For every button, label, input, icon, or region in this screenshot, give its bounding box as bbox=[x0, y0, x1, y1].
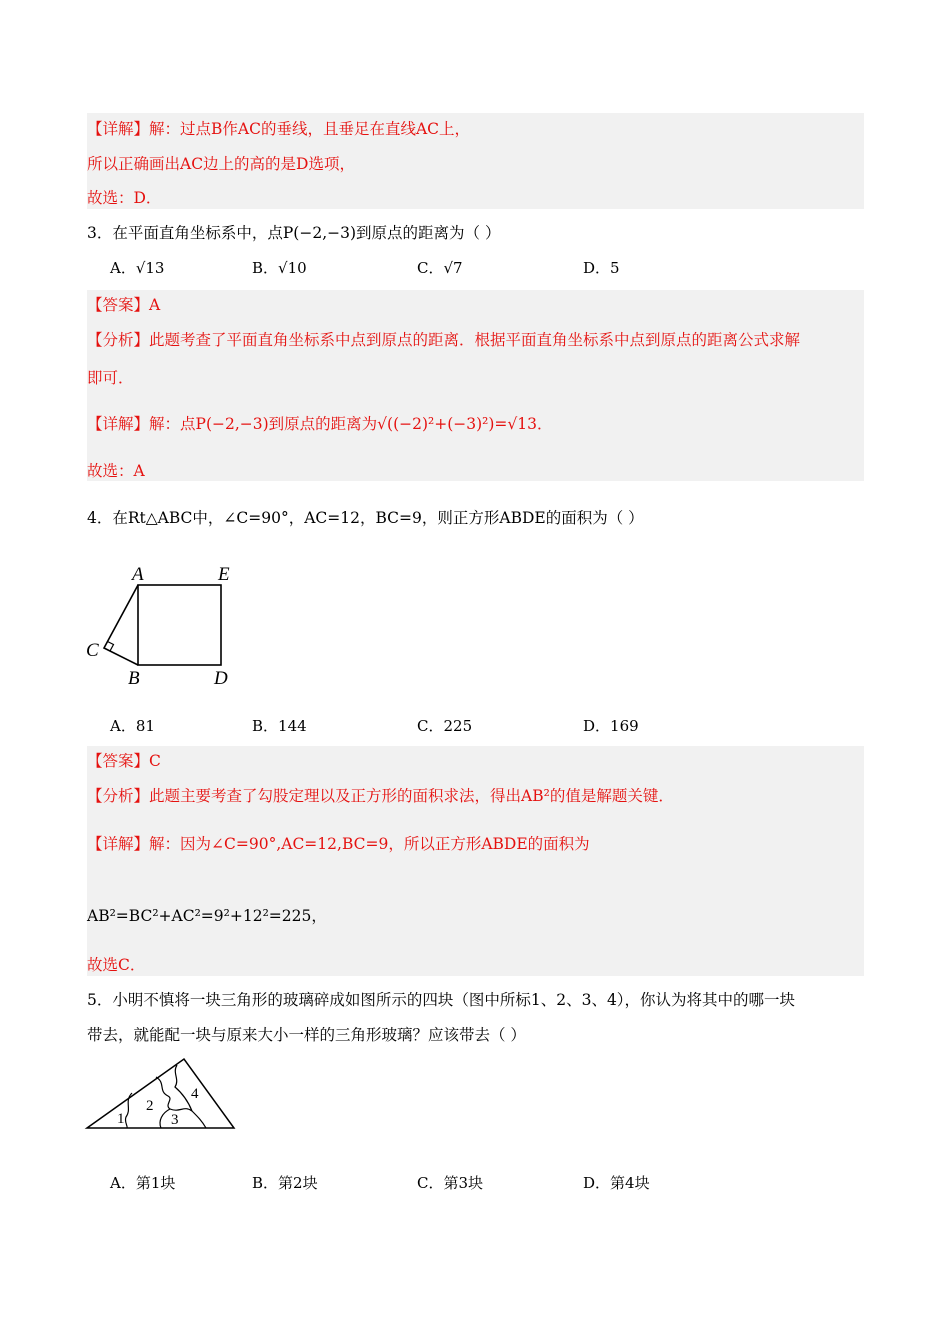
glass-triangle bbox=[87, 1059, 234, 1128]
q4-figure-square-triangle bbox=[80, 558, 260, 693]
label-b: B bbox=[128, 668, 140, 689]
crack-2 bbox=[156, 1077, 170, 1128]
q2-detail-line-3: 故选：D． bbox=[87, 189, 162, 207]
q5-figure-broken-glass bbox=[84, 1055, 239, 1133]
piece-label-3: 3 bbox=[171, 1112, 179, 1128]
q3-option-a: A．√13 bbox=[110, 259, 165, 277]
q2-detail-line-2: 所以正确画出AC边上的高的是D选项， bbox=[87, 155, 355, 173]
q3-detail-line bbox=[87, 414, 553, 434]
piece-label-1: 1 bbox=[117, 1111, 125, 1127]
q4-detail-line bbox=[87, 834, 590, 854]
q3-option-c: C．√7 bbox=[417, 259, 463, 277]
label-c: C bbox=[86, 640, 99, 661]
q2-detail-tag: 【详解】 bbox=[87, 120, 150, 138]
crack-4 bbox=[175, 1065, 192, 1111]
q4-detail-text: 解：因为∠C=90°,AC=12,BC=9，所以正方形ABDE的面积为 bbox=[149, 835, 590, 853]
q4-solution-block bbox=[87, 746, 864, 976]
q3-answer-line bbox=[87, 295, 160, 315]
q3-option-d: D．5 bbox=[583, 259, 620, 277]
q4-answer-line bbox=[87, 751, 161, 771]
q4-detail-tag: 【详解】 bbox=[87, 835, 150, 853]
square-abde bbox=[138, 585, 221, 665]
q3-analysis-line-1 bbox=[87, 330, 800, 350]
q2-detail-text-1: 解：过点B作AC的垂线，且垂足在直线AC上， bbox=[149, 120, 471, 138]
q4-choose-line: 故选C． bbox=[87, 956, 146, 974]
q3-answer-tag: 【答案】 bbox=[87, 296, 150, 314]
crack-1 bbox=[125, 1093, 132, 1128]
q3-analysis-line-2: 即可． bbox=[87, 369, 134, 387]
q4-analysis-tag: 【分析】 bbox=[87, 787, 150, 805]
q4-option-c: C．225 bbox=[417, 717, 473, 735]
q3-option-b: B．√10 bbox=[252, 259, 307, 277]
q4-analysis-text: 此题主要考查了勾股定理以及正方形的面积求法，得出AB²的值是解题关键． bbox=[149, 787, 674, 805]
label-a: A bbox=[132, 564, 144, 585]
q3-answer: A bbox=[149, 296, 161, 314]
q5-option-b: B．第2块 bbox=[252, 1174, 318, 1192]
label-e: E bbox=[218, 564, 230, 585]
q4-option-d: D．169 bbox=[583, 717, 639, 735]
q5-stem-line-1: 5．小明不慎将一块三角形的玻璃碎成如图所示的四块（图中所标1、2、3、4），你认为将其中的哪一块 bbox=[87, 991, 796, 1009]
q3-solution-block bbox=[87, 290, 864, 481]
q5-option-d: D．第4块 bbox=[583, 1174, 650, 1192]
triangle-abc bbox=[104, 585, 138, 665]
q4-stem: 4．在Rt△ABC中，∠C=90°，AC=12，BC=9，则正方形ABDE的面积为（ ） bbox=[87, 509, 644, 527]
q3-stem: 3．在平面直角坐标系中，点P(−2,−3)到原点的距离为（ ） bbox=[87, 224, 501, 242]
q2-detail-line-1 bbox=[87, 119, 470, 139]
q3-detail-text: 解：点P(−2,−3)到原点的距离为√((−2)²+(−3)²)=√13． bbox=[149, 415, 553, 433]
piece-label-4: 4 bbox=[191, 1086, 199, 1102]
q4-answer-tag: 【答案】 bbox=[87, 752, 150, 770]
label-d: D bbox=[214, 668, 228, 689]
q5-option-a: A．第1块 bbox=[110, 1174, 176, 1192]
q4-answer: C bbox=[149, 752, 161, 770]
q5-option-c: C．第3块 bbox=[417, 1174, 484, 1192]
q5-stem-line-2: 带去，就能配一块与原来大小一样的三角形玻璃？应该带去（ ） bbox=[87, 1026, 526, 1044]
q4-option-b: B．144 bbox=[252, 717, 307, 735]
q3-analysis-tag: 【分析】 bbox=[87, 331, 150, 349]
q4-formula-line: AB²=BC²+AC²=9²+12²=225， bbox=[87, 907, 327, 925]
q4-analysis-line bbox=[87, 786, 674, 806]
q3-choose-line: 故选：A bbox=[87, 462, 145, 480]
piece-label-2: 2 bbox=[146, 1098, 154, 1114]
q4-option-a: A．81 bbox=[110, 717, 155, 735]
q3-analysis-text: 此题考查了平面直角坐标系中点到原点的距离．根据平面直角坐标系中点到原点的距离公式求解 bbox=[149, 331, 801, 349]
q3-detail-tag: 【详解】 bbox=[87, 415, 150, 433]
